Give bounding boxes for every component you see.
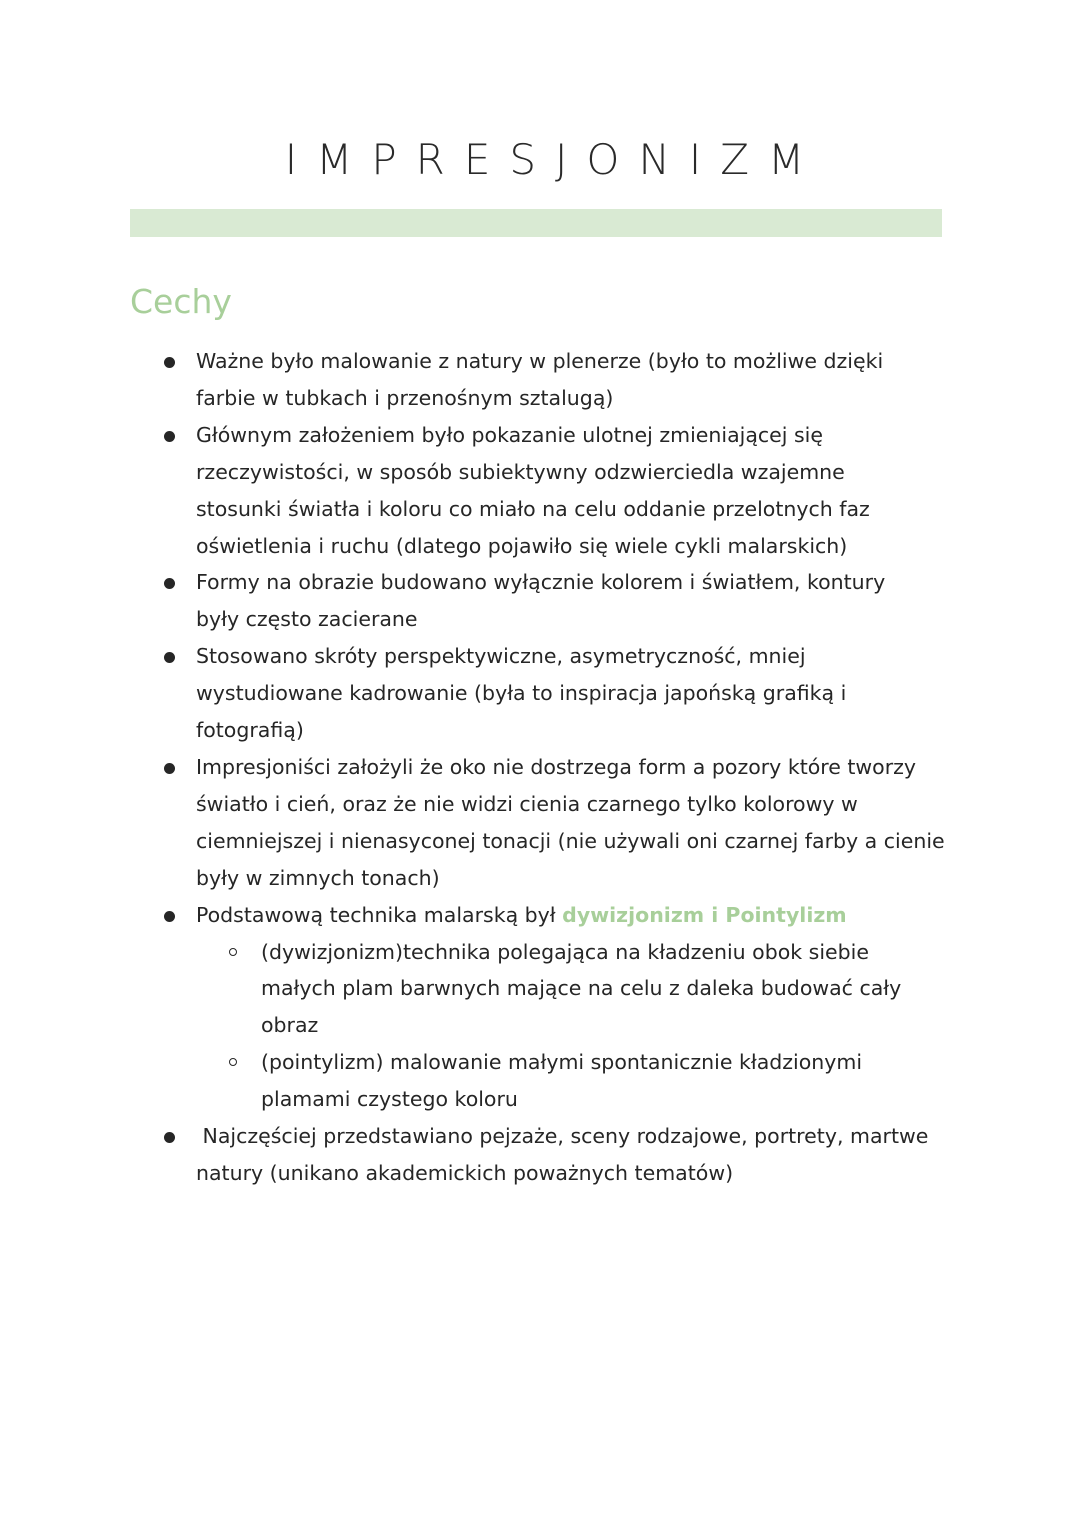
bullet-icon [164, 911, 175, 922]
highlighted-term: dywizjonizm i Pointylizm [562, 902, 847, 927]
hollow-bullet-icon [229, 948, 237, 956]
list-item [0, 343, 1000, 417]
list-item [0, 638, 1000, 749]
sub-list-item [196, 1044, 1000, 1118]
features-list [0, 343, 1000, 1192]
item-line: Formy na obrazie budowano wyłącznie kolorem i światłem, kontury [196, 570, 886, 595]
sub-list-item [196, 934, 1000, 1045]
list-item [0, 897, 1000, 1118]
document-title: IMPRESJONIZM [284, 135, 824, 184]
bullet-icon [164, 763, 175, 774]
sub-item-line: małych plam barwnych mające na celu z daleka budować cały [261, 976, 902, 1001]
bullet-icon [164, 357, 175, 368]
item-line: fotografią) [196, 718, 304, 743]
item-line: były w zimnych tonach) [196, 865, 440, 890]
item-line: rzeczywistości, w sposób subiektywny odzwierciedla wzajemne [196, 459, 845, 484]
sub-list [196, 934, 1000, 1119]
item-line: Stosowano skróty perspektywiczne, asymetryczność, mniej [196, 644, 806, 669]
item-line: natury (unikano akademickich poważnych tematów) [196, 1160, 734, 1185]
bullet-icon [164, 1132, 175, 1143]
hollow-bullet-icon [229, 1058, 237, 1066]
section-heading: Cechy [130, 282, 232, 321]
list-item [0, 749, 1000, 897]
list-item [0, 1118, 1000, 1192]
item-line: stosunki światła i koloru co miało na celu oddanie przelotnych faz [196, 496, 870, 521]
bullet-icon [164, 431, 175, 442]
bullet-icon [164, 578, 175, 589]
item-line: oświetlenia i ruchu (dlatego pojawiło się wiele cykli malarskich) [196, 533, 848, 558]
item-line: Najczęściej przedstawiano pejzaże, sceny rodzajowe, portrety, martwe [196, 1124, 929, 1149]
sub-item-line: plamami czystego koloru [261, 1087, 518, 1112]
sub-item-line: obraz [261, 1013, 319, 1038]
item-line: Impresjoniści założyli że oko nie dostrzega form a pozory które tworzy [196, 754, 917, 779]
list-item [0, 564, 1000, 638]
sub-item-line: (dywizjonizm)technika polegająca na kładzeniu obok siebie [261, 939, 869, 964]
item-line: Ważne było malowanie z natury w plenerze (było to możliwe dzięki [196, 349, 884, 373]
sub-item-line: (pointylizm) malowanie małymi spontanicznie kładzionymi [261, 1050, 863, 1075]
item-line [196, 897, 1000, 934]
item-line: wystudiowane kadrowanie (była to inspiracja japońską grafiką i [196, 681, 847, 706]
bullet-icon [164, 652, 175, 663]
item-line: były często zacierane [196, 607, 418, 632]
item-line: farbie w tubkach i przenośnym sztalugą) [196, 385, 614, 410]
item-line: ciemniejszej i nienasyconej tonacji (nie używali oni czarnej farby a cienie [196, 828, 945, 853]
item-line: światło i cień, oraz że nie widzi cienia czarnego tylko kolorowy w [196, 791, 858, 816]
item-line: Głównym założeniem było pokazanie ulotnej zmieniającej się [196, 422, 823, 447]
list-item [0, 417, 1000, 565]
item-prefix-text: Podstawową technika malarską był [196, 902, 563, 927]
title-underline-bar [130, 209, 942, 237]
